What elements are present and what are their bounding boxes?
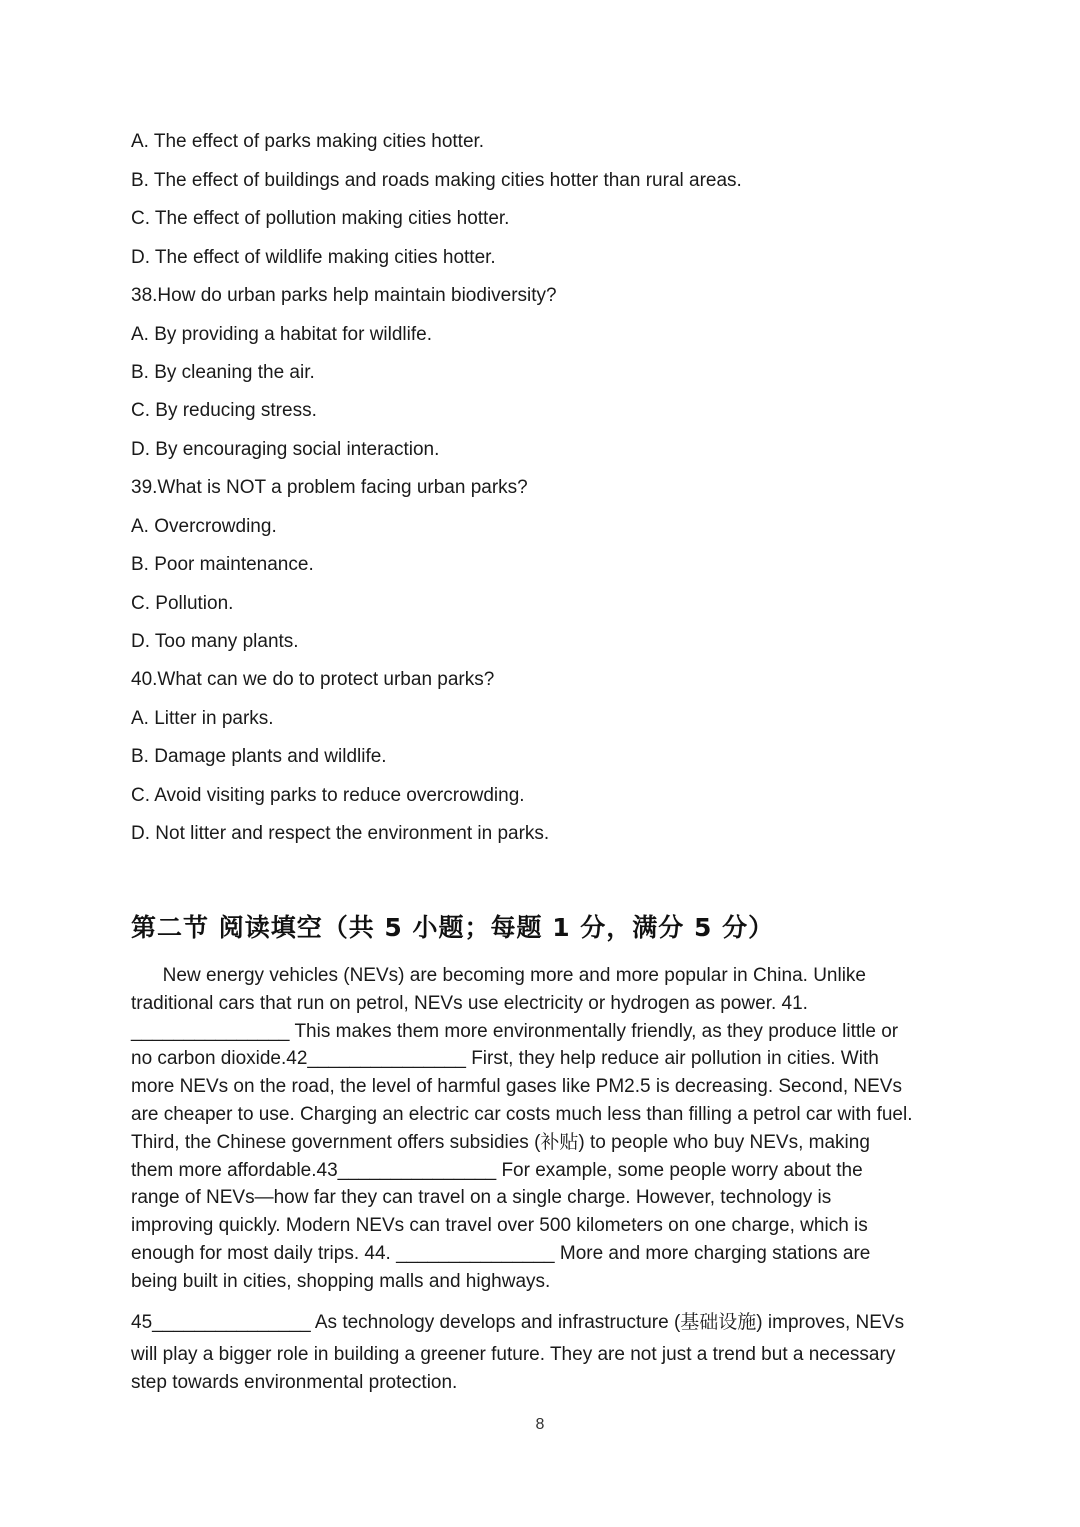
passage-line: being built in cities, shopping malls and highways. [131, 1270, 551, 1292]
q37-option-b: B. The effect of buildings and roads making cities hotter than rural areas. [131, 170, 742, 191]
page-number: 8 [535, 1416, 545, 1433]
q37-option-d: D. The effect of wildlife making cities hotter. [131, 247, 496, 268]
q39-option-d: D. Too many plants. [131, 631, 299, 652]
passage-line: more NEVs on the road, the level of harmful gases like PM2.5 is decreasing. Second, NEVs [131, 1076, 902, 1098]
passage-line: enough for most daily trips. 44. _______________ More and more charging stations are [131, 1242, 871, 1264]
q40-option-c: C. Avoid visiting parks to reduce overcrowding. [131, 785, 525, 806]
passage-line: no carbon dioxide.42_______________ First, they help reduce air pollution in cities. With [131, 1048, 879, 1070]
q38-option-b: B. By cleaning the air. [131, 362, 315, 383]
passage-line: New energy vehicles (NEVs) are becoming more and more popular in China. Unlike [131, 965, 866, 986]
q38-option-c: C. By reducing stress. [131, 400, 317, 421]
q39-option-b: B. Poor maintenance. [131, 554, 314, 575]
passage-line: 45_______________ As technology develops and infrastructure (基础设施) improves, NEVs [131, 1312, 905, 1333]
passage-line: Third, the Chinese government offers subsidies (补贴) to people who buy NEVs, making [131, 1131, 870, 1153]
q39-question: 39.What is NOT a problem facing urban parks? [131, 477, 528, 498]
q40-option-b: B. Damage plants and wildlife. [131, 746, 387, 767]
passage-paragraph [131, 962, 961, 1296]
q38-option-d: D. By encouraging social interaction. [131, 439, 440, 460]
q39-option-a: A. Overcrowding. [131, 516, 277, 537]
passage-line: _______________ This makes them more environmentally friendly, as they produce little or [131, 1020, 899, 1042]
passage-line: traditional cars that run on petrol, NEVs use electricity or hydrogen as power. 41. [131, 992, 808, 1014]
passage-line: are cheaper to use. Charging an electric car costs much less than filling a petrol car with fuel. [131, 1103, 913, 1125]
q40-option-a: A. Litter in parks. [131, 708, 274, 729]
passage-paragraph-2 [131, 1309, 961, 1396]
q39-option-c: C. Pollution. [131, 593, 234, 614]
q37-option-a: A. The effect of parks making cities hotter. [131, 131, 485, 152]
passage-line: them more affordable.43_______________ For example, some people worry about the [131, 1159, 863, 1181]
q40-question: 40.What can we do to protect urban parks? [131, 669, 495, 690]
q38-question: 38.How do urban parks help maintain biodiversity? [131, 285, 557, 306]
passage-line: range of NEVs—how far they can travel on a single charge. However, technology is [131, 1187, 832, 1209]
passage-line: improving quickly. Modern NEVs can travel over 500 kilometers on one charge, which is [131, 1215, 868, 1237]
passage-line: step towards environmental protection. [131, 1371, 458, 1393]
q38-option-a: A. By providing a habitat for wildlife. [131, 324, 432, 345]
q37-option-c: C. The effect of pollution making cities hotter. [131, 208, 510, 229]
q40-option-d: D. Not litter and respect the environment in parks. [131, 823, 550, 844]
passage-line: will play a bigger role in building a greener future. They are not just a trend but a necessary [131, 1343, 896, 1365]
section-heading: 第二节 阅读填空（共 5 小题；每题 1 分，满分 5 分） [131, 913, 775, 942]
